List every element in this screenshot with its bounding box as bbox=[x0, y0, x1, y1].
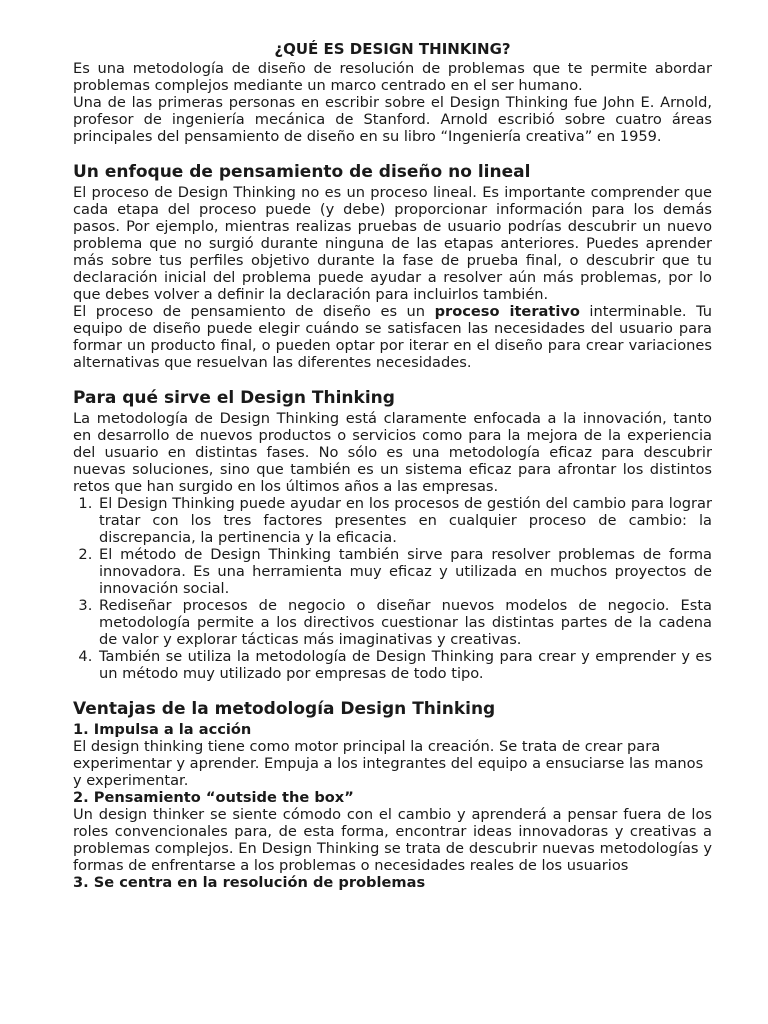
intro-paragraph-1: Es una metodología de diseño de resolución de problemas que te permite abordar problemas complejos mediante un marco centrado en el ser humano. bbox=[73, 60, 712, 94]
intro-paragraph-2: Una de las primeras personas en escribir sobre el Design Thinking fue John E. Arnold, profesor de ingeniería mecánica de Stanford. Arnold escribió sobre cuatro áreas principales del pensamiento de diseño en su libro “Ingeniería creativa” en 1959. bbox=[73, 94, 712, 145]
purpose-paragraph: La metodología de Design Thinking está claramente enfocada a la innovación, tanto en desarrollo de nuevos productos o servicios como para la mejora de la experiencia del usuario en distintas fases. No sólo es una metodología eficaz para descubrir nuevas soluciones, sino que también es un sistema eficaz para afrontar los distintos retos que han surgido en los últimos años a las empresas. bbox=[73, 410, 712, 495]
document-title: ¿QUÉ ES DESIGN THINKING? bbox=[274, 40, 511, 58]
iterative-process-emphasis: proceso iterativo bbox=[434, 303, 580, 320]
list-item: 4. También se utiliza la metodología de Design Thinking para crear y emprender y es un método muy utilizado por empresas de todo tipo. bbox=[97, 648, 712, 682]
section-heading-advantages: Ventajas de la metodología Design Thinking bbox=[73, 699, 496, 719]
nonlinear-paragraph-1: El proceso de Design Thinking no es un proceso lineal. Es importante comprender que cada etapa del proceso puede (y debe) proporcionar información para los demás pasos. Por ejemplo, mientras realizas pruebas de usuario podrías descubrir un nuevo problema que no surgió durante ninguna de las etapas anteriores. Puedes aprender más sobre tus perfiles objetivo durante la fase de prueba final, o descubrir que tu declaración inicial del problema puede ayudar a resolver aún más problemas, por lo que debes volver a definir la declaración para incluirlos también. bbox=[73, 184, 712, 303]
section-heading-purpose: Para qué sirve el Design Thinking bbox=[73, 388, 395, 408]
advantage-subheading-2: 2. Pensamiento “outside the box” bbox=[73, 789, 354, 806]
list-item: 3. Rediseñar procesos de negocio o diseñar nuevos modelos de negocio. Esta metodología permite a los directivos cuestionar las distintas partes de la cadena de valor y explorar tácticas más imaginativas y creativas. bbox=[97, 597, 712, 648]
advantage-subheading-1: 1. Impulsa a la acción bbox=[73, 721, 252, 738]
nonlinear-p2-before: El proceso de pensamiento de diseño es un bbox=[73, 303, 435, 320]
advantage-text-2: Un design thinker se siente cómodo con el cambio y aprenderá a pensar fuera de los roles convencionales para, de esta forma, encontrar ideas innovadoras y creativas a problemas complejos. En Design Thinking se trata de descubrir nuevas metodologías y formas de enfrentarse a los problemas o necesidades reales de los usuarios bbox=[73, 806, 712, 874]
advantage-text-1: El design thinking tiene como motor principal la creación. Se trata de crear para experimentar y aprender. Empuja a los integrantes del equipo a ensuciarse las manos y experimentar. bbox=[73, 738, 704, 789]
advantage-subheading-3: 3. Se centra en la resolución de problemas bbox=[73, 874, 426, 891]
section-heading-nonlinear: Un enfoque de pensamiento de diseño no lineal bbox=[73, 162, 531, 182]
nonlinear-p2-after: interminable. Tu equipo de diseño puede elegir cuándo se satisfacen las necesidades del usuario para formar un producto final, o pueden optar por iterar en el diseño para crear variaciones alternativas que resuelvan las diferentes necesidades. bbox=[73, 303, 713, 371]
list-item: 2. El método de Design Thinking también sirve para resolver problemas de forma innovadora. Es una herramienta muy eficaz y utilizada en muchos proyectos de innovación social. bbox=[97, 546, 712, 597]
list-item: 1. El Design Thinking puede ayudar en los procesos de gestión del cambio para lograr tratar con los tres factores presentes en cualquier proceso de cambio: la discrepancia, la pertinencia y la eficacia. bbox=[97, 495, 712, 546]
purpose-list bbox=[73, 495, 712, 682]
nonlinear-paragraph-2 bbox=[73, 303, 712, 371]
